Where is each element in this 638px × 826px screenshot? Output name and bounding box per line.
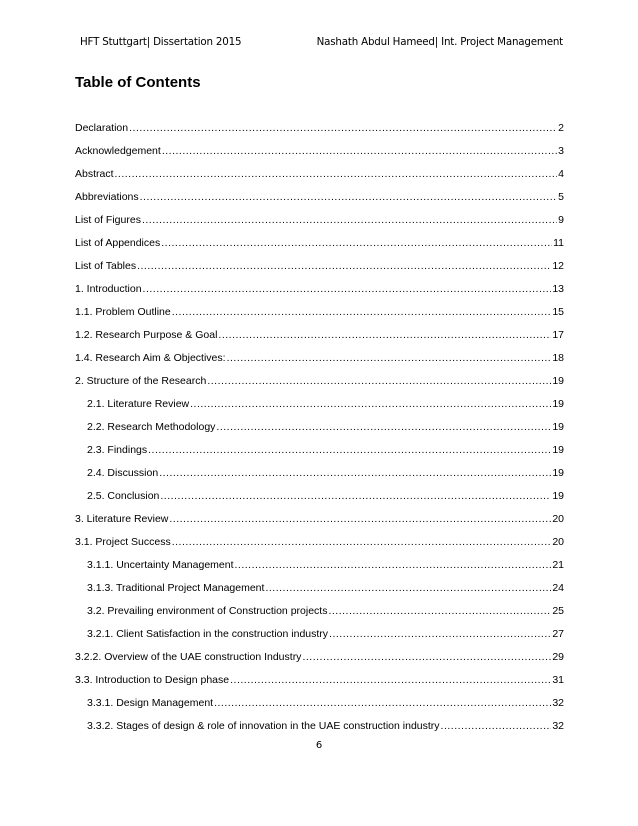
toc-dot-leader	[441, 715, 552, 738]
toc-entry[interactable]	[75, 140, 564, 163]
toc-entry-label: Abstract	[75, 168, 114, 180]
toc-dot-leader	[137, 255, 551, 278]
toc-entry[interactable]	[75, 600, 564, 623]
toc-entry[interactable]	[75, 715, 564, 738]
toc-dot-leader	[216, 416, 551, 439]
toc-entry[interactable]	[75, 393, 564, 416]
toc-entry-label: Declaration	[75, 122, 129, 134]
toc-entry-label: 2.5. Conclusion	[87, 490, 160, 502]
toc-entry[interactable]	[75, 577, 564, 600]
toc-entry[interactable]	[75, 301, 564, 324]
toc-entry-label: 1.2. Research Purpose & Goal	[75, 329, 218, 341]
toc-entry-page-number: 11	[553, 237, 564, 249]
page-number: 6	[315, 740, 323, 751]
toc-entry-page-number: 12	[552, 260, 564, 272]
toc-entry-label: 3.1. Project Success	[75, 536, 171, 548]
toc-entry[interactable]	[75, 255, 564, 278]
toc-entry-page-number: 19	[552, 467, 564, 479]
toc-entry-label: 2.2. Research Methodology	[87, 421, 216, 433]
toc-entry-page-number: 20	[552, 536, 564, 548]
toc-dot-leader	[159, 462, 551, 485]
toc-dot-leader	[115, 163, 558, 186]
toc-entry-page-number: 5	[558, 191, 564, 203]
toc-entry-label: List of Figures	[75, 214, 141, 226]
toc-entry-page-number: 4	[558, 168, 564, 180]
toc-entry-page-number: 19	[552, 398, 564, 410]
toc-dot-leader	[227, 347, 552, 370]
toc-entry-page-number: 29	[552, 651, 564, 663]
toc-dot-leader	[302, 646, 551, 669]
toc-dot-leader	[172, 301, 552, 324]
toc-entry-page-number: 31	[552, 674, 564, 686]
toc-dot-leader	[142, 209, 557, 232]
toc-entry-label: 3.3.2. Stages of design & role of innovation in the UAE construction industry	[87, 720, 440, 732]
toc-entry-page-number: 2	[558, 122, 564, 134]
toc-entry[interactable]	[75, 186, 564, 209]
toc-entry-label: List of Appendices	[75, 237, 161, 249]
toc-entry-page-number: 18	[552, 352, 564, 364]
toc-dot-leader	[160, 485, 551, 508]
toc-dot-leader	[140, 186, 558, 209]
toc-dot-leader	[143, 278, 552, 301]
toc-entry-page-number: 27	[552, 628, 564, 640]
toc-entry[interactable]	[75, 669, 564, 692]
toc-dot-leader	[129, 117, 557, 140]
toc-entry-page-number: 24	[552, 582, 564, 594]
toc-entry-page-number: 20	[552, 513, 564, 525]
header-right: Nashath Abdul Hameed| Int. Project Management	[316, 36, 563, 48]
toc-entry-page-number: 19	[552, 490, 564, 502]
toc-dot-leader	[162, 140, 557, 163]
toc-dot-leader	[235, 554, 552, 577]
toc-dot-leader	[328, 600, 551, 623]
toc-entry-label: Acknowledgement	[75, 145, 161, 157]
toc-entry[interactable]	[75, 370, 564, 393]
toc-entry-label: 3.1.3. Traditional Project Management	[87, 582, 265, 594]
toc-entry-page-number: 15	[552, 306, 564, 318]
toc-entry[interactable]	[75, 324, 564, 347]
toc-entry-page-number: 32	[552, 720, 564, 732]
toc-entry-label: 2.1. Literature Review	[87, 398, 190, 410]
toc-entry[interactable]	[75, 232, 564, 255]
toc-dot-leader	[148, 439, 551, 462]
toc-entry-page-number: 13	[552, 283, 564, 295]
toc-entry-page-number: 21	[552, 559, 564, 571]
toc-entry-label: 3.2. Prevailing environment of Construction projects	[87, 605, 328, 617]
toc-dot-leader	[265, 577, 551, 600]
toc-entry[interactable]	[75, 531, 564, 554]
toc-entry[interactable]	[75, 163, 564, 186]
toc-dot-leader	[214, 692, 551, 715]
toc-entry[interactable]	[75, 117, 564, 140]
toc-entry-label: 3.3. Introduction to Design phase	[75, 674, 230, 686]
toc-entry-label: 2.4. Discussion	[87, 467, 159, 479]
toc-entry-page-number: 32	[552, 697, 564, 709]
toc-entry-page-number: 9	[558, 214, 564, 226]
toc-entry-label: 3.1.1. Uncertainty Management	[87, 559, 234, 571]
toc-entry[interactable]	[75, 439, 564, 462]
toc-entry-label: 3.2.1. Client Satisfaction in the construction industry	[87, 628, 329, 640]
toc-dot-leader	[161, 232, 552, 255]
toc-entry[interactable]	[75, 623, 564, 646]
toc-entry-label: List of Tables	[75, 260, 137, 272]
toc-entry-label: 1.4. Research Aim & Objectives:	[75, 352, 226, 364]
toc-entry[interactable]	[75, 485, 564, 508]
toc-entry[interactable]	[75, 554, 564, 577]
toc-entry-page-number: 19	[552, 444, 564, 456]
toc-entry[interactable]	[75, 416, 564, 439]
toc-entry-page-number: 19	[552, 421, 564, 433]
toc-entry-label: 3.2.2. Overview of the UAE construction Industry	[75, 651, 302, 663]
toc-dot-leader	[207, 370, 551, 393]
header-left: HFT Stuttgart| Dissertation 2015	[80, 36, 242, 48]
toc-entry-label: 1. Introduction	[75, 283, 142, 295]
toc-entry-label: 2. Structure of the Research	[75, 375, 207, 387]
toc-dot-leader	[329, 623, 551, 646]
toc-entry-page-number: 3	[558, 145, 564, 157]
toc-entry-label: 3.3.1. Design Management	[87, 697, 214, 709]
page-header	[80, 36, 563, 48]
toc-entry-page-number: 17	[552, 329, 564, 341]
toc-entry-label: 2.3. Findings	[87, 444, 148, 456]
toc-entry[interactable]	[75, 278, 564, 301]
toc-entry[interactable]	[75, 692, 564, 715]
toc-dot-leader	[230, 669, 551, 692]
toc-dot-leader	[190, 393, 551, 416]
toc-entry-label: 1.1. Problem Outline	[75, 306, 171, 318]
toc-dot-leader	[172, 531, 552, 554]
toc-entry[interactable]	[75, 209, 564, 232]
toc-entry-label: 3. Literature Review	[75, 513, 169, 525]
toc-entry[interactable]	[75, 462, 564, 485]
toc-entry[interactable]	[75, 508, 564, 531]
toc-entry[interactable]	[75, 347, 564, 370]
toc-dot-leader	[169, 508, 551, 531]
table-of-contents	[75, 117, 564, 738]
toc-entry-label: Abbreviations	[75, 191, 139, 203]
toc-dot-leader	[218, 324, 551, 347]
toc-entry-page-number: 19	[552, 375, 564, 387]
toc-entry[interactable]	[75, 646, 564, 669]
page-title: Table of Contents	[75, 74, 201, 91]
toc-entry-page-number: 25	[552, 605, 564, 617]
